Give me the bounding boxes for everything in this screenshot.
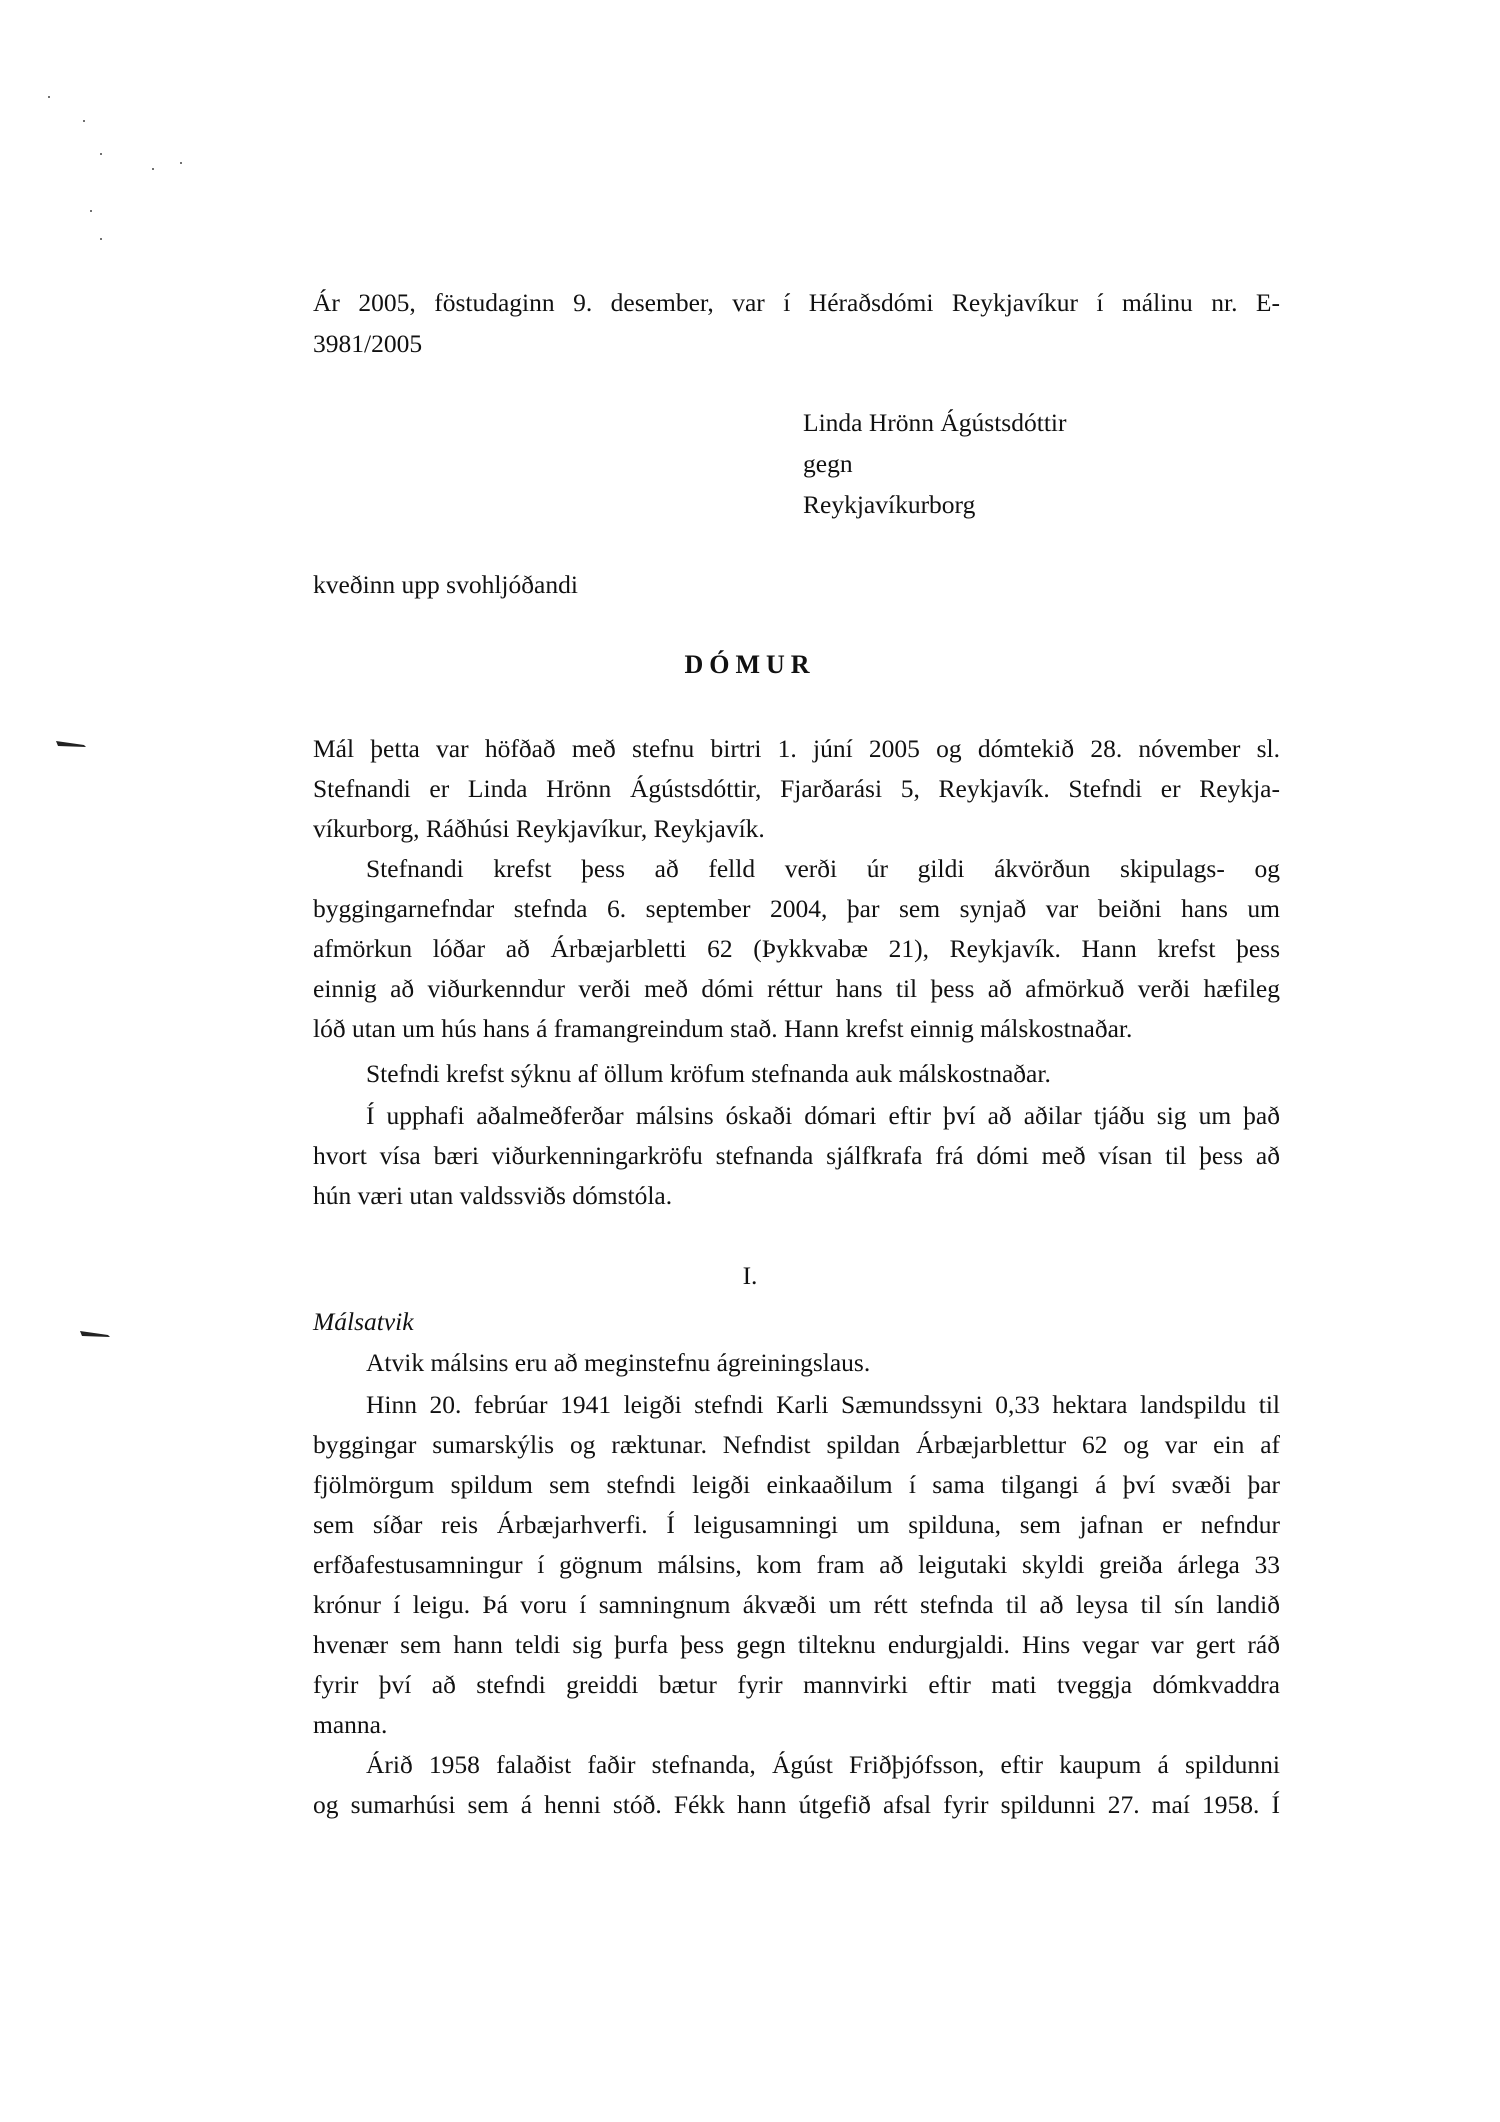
pronounced-line: kveðinn upp svohljóðandi: [313, 570, 578, 599]
paragraph-1-line-1: Mál þetta var höfðað með stefnu birtri 1. júní 2005 og dómtekið 28. nóvember sl.: [313, 734, 1280, 763]
section-paragraph-2-line-2: byggingar sumarskýlis og ræktunar. Nefndist spildan Árbæjarblettur 62 og var ein af: [313, 1430, 1280, 1459]
document-title: DÓMUR: [684, 650, 816, 679]
scan-speck: [180, 162, 182, 164]
section-paragraph-2-line-8: fyrir því að stefndi greiddi bætur fyrir mannvirki eftir mati tveggja dómkvaddra: [313, 1670, 1280, 1699]
section-paragraph-2-line-7: hvenær sem hann teldi sig þurfa þess gegn tilteknu endurgjaldi. Hins vegar var gert ráð: [313, 1630, 1280, 1659]
punch-mark-icon: [56, 740, 86, 748]
section-paragraph-2-line-6: krónur í leigu. Þá voru í samningnum ákvæði um rétt stefnda til að leysa til sín landið: [313, 1590, 1280, 1619]
scan-speck: [90, 210, 92, 212]
section-paragraph-2-line-3: fjölmörgum spildum sem stefndi leigði einkaaðilum í sama tilgangi á því svæði þar: [313, 1470, 1280, 1499]
section-paragraph-3-line-2: og sumarhúsi sem á henni stóð. Fékk hann útgefið afsal fyrir spildunni 27. maí 1958. Í: [313, 1790, 1280, 1819]
scan-speck: [83, 120, 85, 122]
defendant-name: Reykjavíkurborg: [803, 490, 976, 519]
section-paragraph-2-line-5: erfðafestusamningur í gögnum málsins, kom fram að leigutaki skyldi greiða árlega 33: [313, 1550, 1280, 1579]
plaintiff-name: Linda Hrönn Ágústsdóttir: [803, 408, 1067, 437]
section-paragraph-3-line-1: Árið 1958 falaðist faðir stefnanda, Ágúst Friðþjófsson, eftir kaupum á spildunni: [366, 1750, 1280, 1779]
section-heading: Málsatvik: [313, 1307, 414, 1336]
paragraph-1-line-2: Stefnandi er Linda Hrönn Ágústsdóttir, Fjarðarási 5, Reykjavík. Stefndi er Reykja-: [313, 774, 1280, 803]
scan-speck: [100, 153, 102, 155]
section-number: I.: [742, 1261, 758, 1290]
paragraph-4-line-1: Í upphafi aðalmeðferðar málsins óskaði dómari eftir því að aðilar tjáðu sig um það: [366, 1101, 1280, 1130]
section-paragraph-2-line-9: manna.: [313, 1710, 388, 1739]
paragraph-4-line-3: hún væri utan valdssviðs dómstóla.: [313, 1181, 673, 1210]
scan-speck: [48, 96, 50, 98]
punch-mark-icon: [80, 1330, 110, 1338]
scan-speck: [100, 238, 102, 240]
paragraph-1-line-3: víkurborg, Ráðhúsi Reykjavíkur, Reykjavík.: [313, 814, 765, 843]
section-paragraph-2-line-4: sem síðar reis Árbæjarhverfi. Í leigusamningi um spilduna, sem jafnan er nefndur: [313, 1510, 1280, 1539]
section-paragraph-2-line-1: Hinn 20. febrúar 1941 leigði stefndi Karli Sæmundssyni 0,33 hektara landspildu til: [366, 1390, 1280, 1419]
paragraph-2-line-4: einnig að viðurkenndur verði með dómi réttur hans til þess að afmörkuð verði hæfileg: [313, 974, 1280, 1003]
paragraph-2-line-5: lóð utan um hús hans á framangreindum stað. Hann krefst einnig málskostnaðar.: [313, 1014, 1133, 1043]
scan-speck: [152, 168, 154, 170]
paragraph-2-line-2: byggingarnefndar stefnda 6. september 2004, þar sem synjað var beiðni hans um: [313, 894, 1280, 923]
paragraph-2-line-1: Stefnandi krefst þess að felld verði úr gildi ákvörðun skipulags- og: [366, 854, 1280, 883]
paragraph-2-line-3: afmörkun lóðar að Árbæjarbletti 62 (Þykkvabæ 21), Reykjavík. Hann krefst þess: [313, 934, 1280, 963]
paragraph-4-line-2: hvort vísa bæri viðurkenningarkröfu stefnanda sjálfkrafa frá dómi með vísan til þess að: [313, 1141, 1280, 1170]
section-paragraph-1-line-1: Atvik málsins eru að meginstefnu ágreiningslaus.: [366, 1348, 871, 1377]
paragraph-3-line-1: Stefndi krefst sýknu af öllum kröfum stefnanda auk málskostnaðar.: [366, 1059, 1051, 1088]
intro-line-2: 3981/2005: [313, 329, 423, 358]
versus-label: gegn: [803, 449, 853, 478]
intro-line-1: Ár 2005, föstudaginn 9. desember, var í Héraðsdómi Reykjavíkur í málinu nr. E-: [313, 288, 1280, 317]
